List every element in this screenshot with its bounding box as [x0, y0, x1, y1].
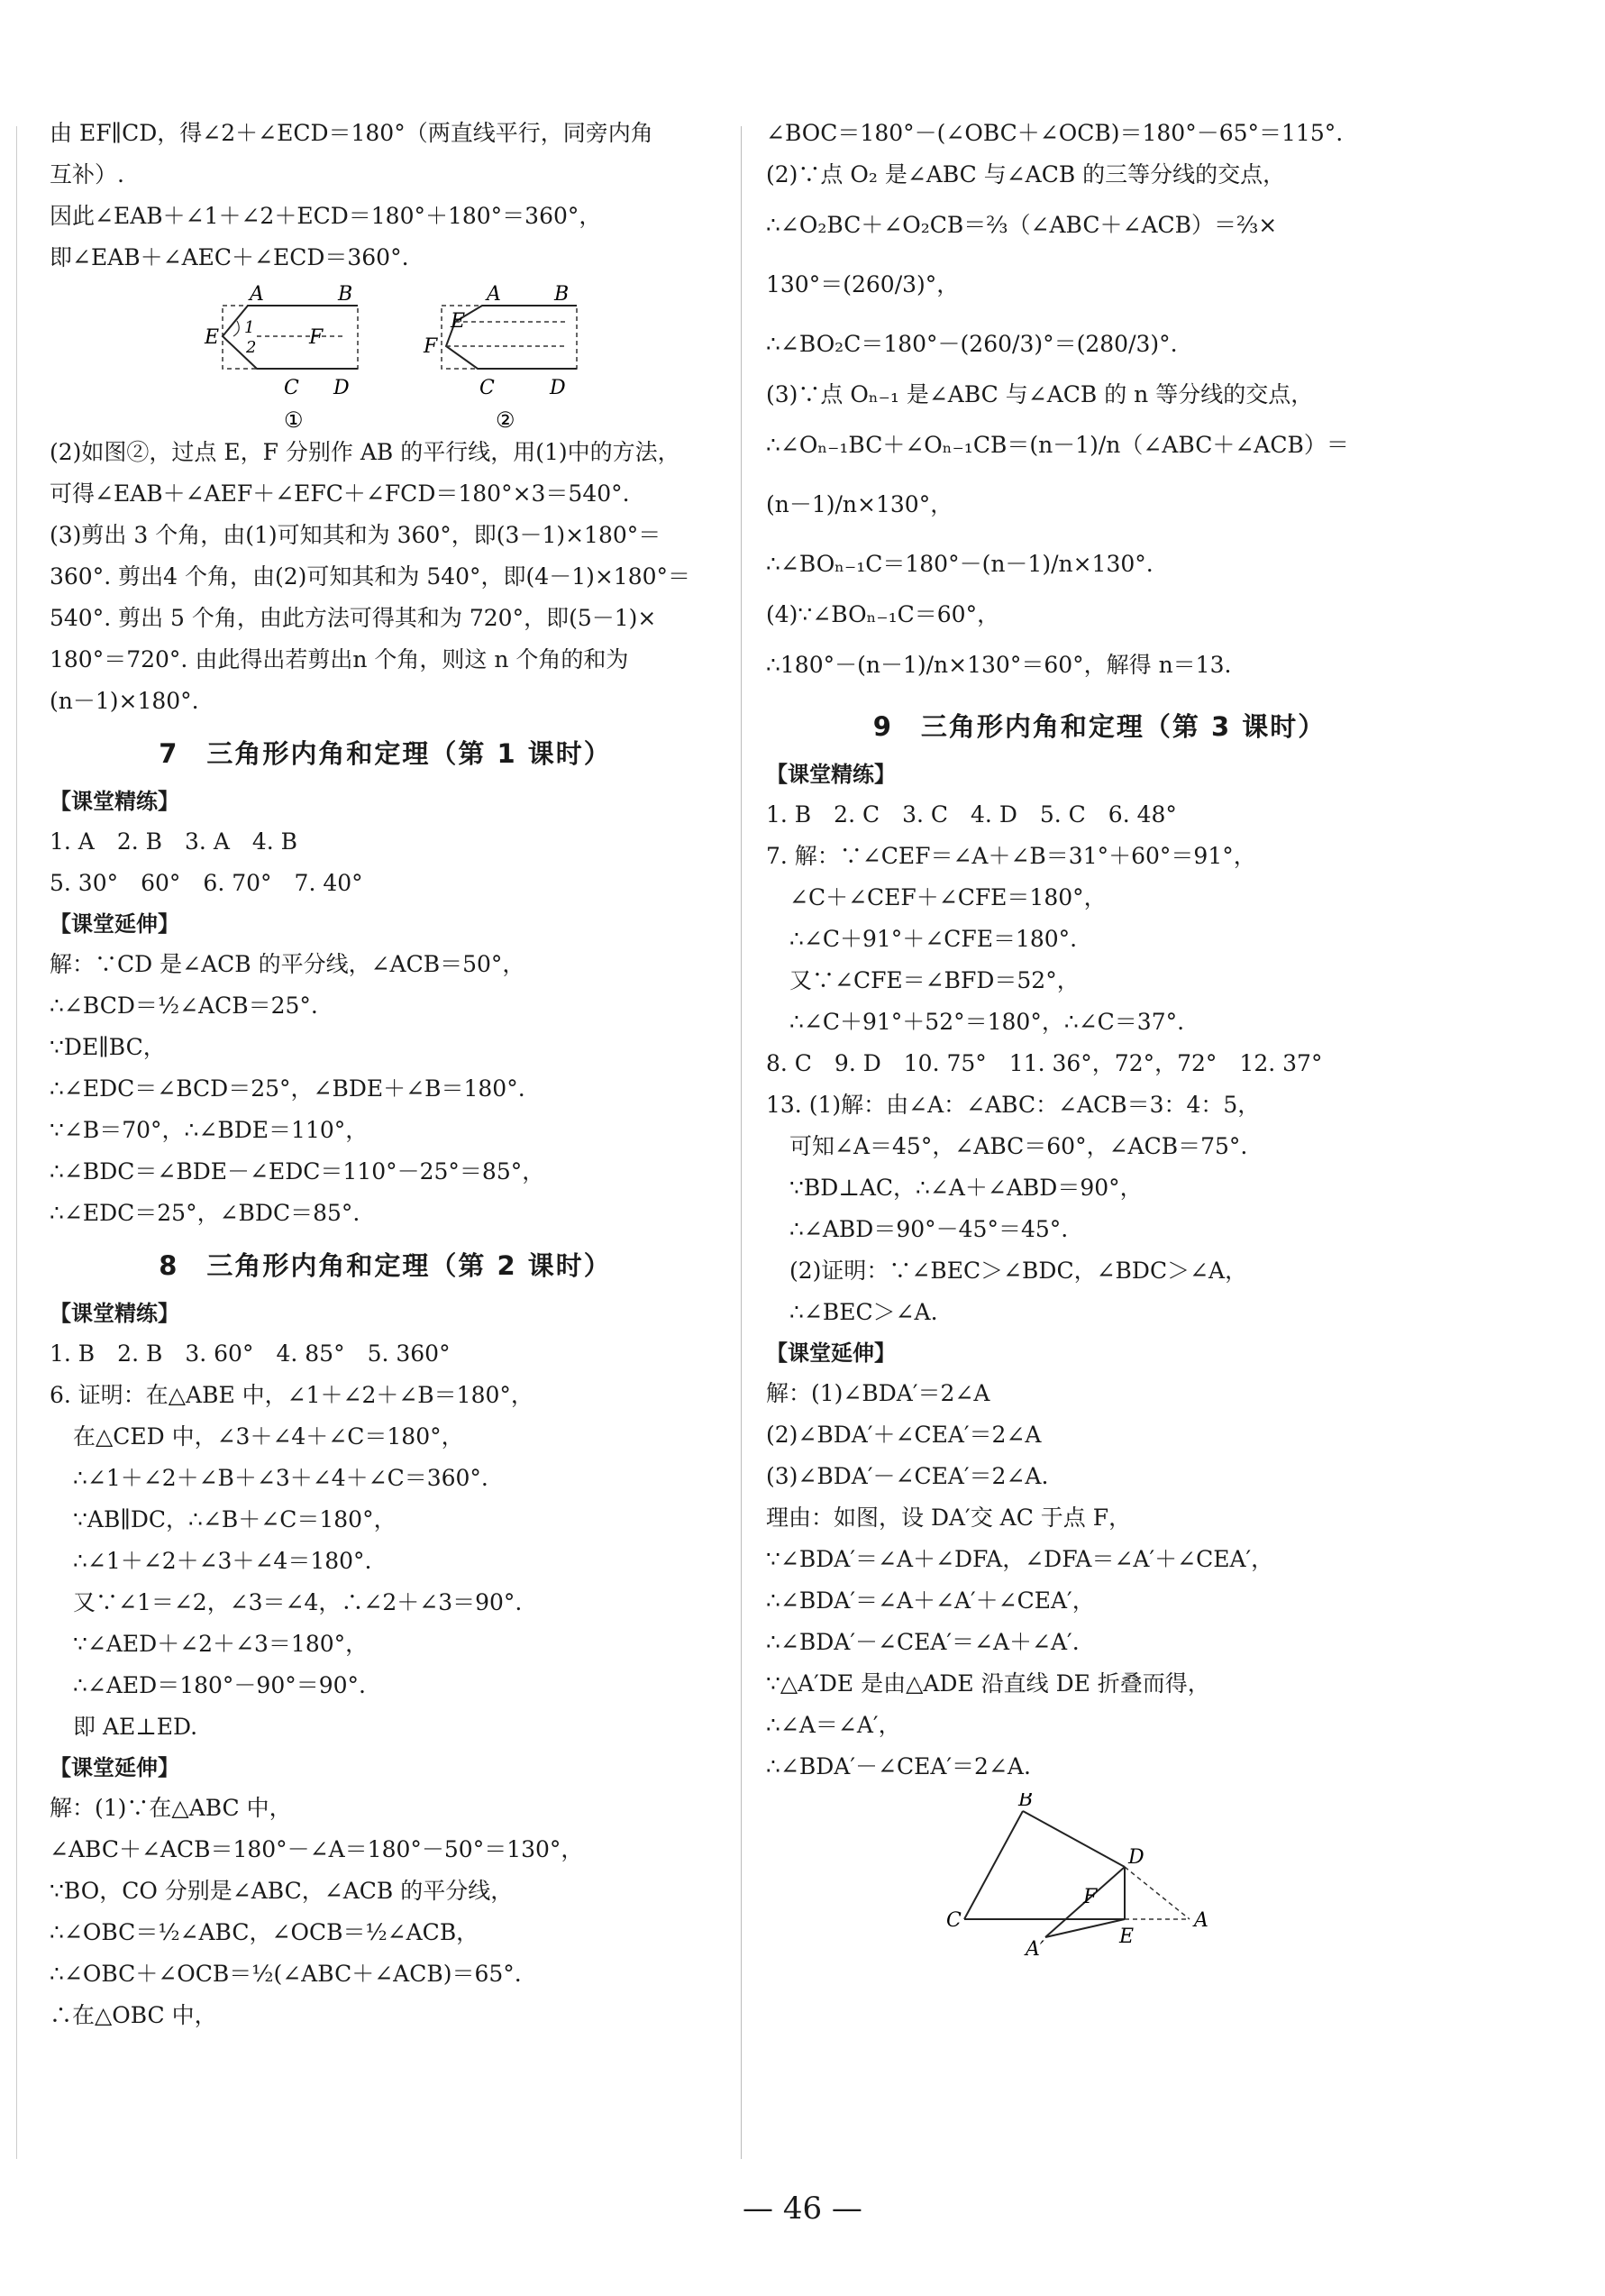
left-margin-rule [16, 126, 17, 2159]
text-line: (n－1)×180°. [50, 688, 199, 714]
figure-2 [415, 279, 586, 432]
fig3-label-e: E [1119, 1926, 1135, 1948]
fig1-label-f: F [309, 326, 324, 349]
solution-line: ∴∠BDC＝∠BDE－∠EDC＝110°－25°＝85°， [50, 1158, 545, 1185]
fig3-label-c: C [946, 1909, 962, 1932]
solution-line: ∴∠BCD＝½∠ACB＝25°. [50, 992, 318, 1019]
fig2-outline [446, 306, 577, 369]
section-8-tag-practice: 【课堂精练】 [50, 1301, 179, 1326]
fig1-label-1: 1 [244, 318, 255, 337]
text-line: 360°. 剪出4 个角，由(2)可知其和为 540°，即(4－1)×180°＝ [50, 563, 691, 590]
text-line: (2)如图②，过点 E，F 分别作 AB 的平行线，用(1)中的方法， [50, 439, 680, 465]
solution-line: ∵BO，CO 分别是∠ABC，∠ACB 的平分线， [50, 1878, 514, 1904]
proof-line: ∵AB∥DC，∴∠B＋∠C＝180°， [73, 1506, 397, 1532]
solution-line: 理由：如图，设 DA′交 AC 于点 F， [766, 1505, 1132, 1531]
text-line: ∴∠BO₂C＝180°－(260/3)°＝(280/3)°. [766, 331, 1178, 357]
answer-line: 13. (1)解：由∠A：∠ABC：∠ACB＝3：4：5， [766, 1092, 1261, 1118]
figures-row [50, 279, 721, 432]
fig2-label-d: D [550, 377, 566, 399]
fig3-label-a-prime: A′ [1026, 1938, 1044, 1961]
fig1-label-a: A [250, 283, 264, 306]
text-line: 130°＝(260/3)°， [766, 271, 960, 297]
solution-line: ∴∠BDA′－∠CEA′＝2∠A. [766, 1753, 1031, 1779]
solution-line: (2)∠BDA′＋∠CEA′＝2∠A [766, 1422, 1042, 1448]
solution-line: 解：(1)∠BDA′＝2∠A [766, 1380, 990, 1406]
section-8-tag-extend: 【课堂延伸】 [50, 1755, 179, 1780]
text-line: ∴∠O₂BC＋∠O₂CB＝⅔（∠ABC＋∠ACB）＝⅔× [766, 212, 1278, 238]
fig1-label-b: B [338, 283, 353, 306]
solution-line: ∴∠OBC＝½∠ABC，∠OCB＝½∠ACB， [50, 1919, 479, 1945]
answer-line: ∴∠ABD＝90°－45°＝45°. [789, 1216, 1069, 1242]
solution-line: ∴∠A＝∠A′， [766, 1712, 901, 1738]
solution-line: ∴∠EDC＝25°，∠BDC＝85°. [50, 1200, 360, 1226]
answer-line: ∠C＋∠CEF＋∠CFE＝180°， [789, 884, 1107, 910]
proof-line: 又∵∠1＝∠2，∠3＝∠4，∴∠2＋∠3＝90°. [73, 1589, 523, 1615]
fig2-label-c: C [479, 377, 495, 399]
solution-line: ∴∠BDA′＝∠A＋∠A′＋∠CEA′， [766, 1587, 1095, 1614]
text-line: ∴∠BOₙ₋₁C＝180°－(n－1)/n×130°. [766, 551, 1154, 577]
answer-line: (2)证明：∵∠BEC＞∠BDC，∠BDC＞∠A， [789, 1258, 1248, 1284]
solution-line: (3)∠BDA′－∠CEA′＝2∠A. [766, 1463, 1049, 1489]
answer-line: 又∵∠CFE＝∠BFD＝52°， [789, 967, 1080, 993]
text-line: 互补）. [50, 161, 124, 188]
text-line: (2)∵点 O₂ 是∠ABC 与∠ACB 的三等分线的交点， [766, 161, 1286, 188]
proof-line: 6. 证明：在△ABE 中，∠1＋∠2＋∠B＝180°， [50, 1382, 533, 1408]
answer-line: 1. B 2. C 3. C 4. D 5. C 6. 48° [766, 801, 1177, 828]
fig3-label-d: D [1128, 1846, 1144, 1869]
text-line: ∴∠Oₙ₋₁BC＋∠Oₙ₋₁CB＝(n－1)/n（∠ABC＋∠ACB）＝ [766, 432, 1349, 458]
proof-line: ∴∠1＋∠2＋∠B＋∠3＋∠4＋∠C＝360°. [73, 1465, 488, 1491]
solution-line: ∵DE∥BC， [50, 1034, 166, 1060]
solution-line: ∴∠OBC＋∠OCB＝½(∠ABC＋∠ACB)＝65°. [50, 1961, 522, 1987]
fig1-dashed-rect [223, 306, 358, 369]
text-line: (n－1)/n×130°， [766, 491, 953, 517]
fig3-label-b: B [1018, 1793, 1034, 1811]
fig1-label-e: E [205, 326, 220, 349]
text-line: ∴180°－(n－1)/n×130°＝60°，解得 n＝13. [766, 652, 1232, 678]
section-9-tag-practice: 【课堂精练】 [766, 762, 896, 787]
solution-line: ∵△A′DE 是由△ADE 沿直线 DE 折叠而得， [766, 1670, 1210, 1697]
text-line: ∠BOC＝180°－(∠OBC＋∠OCB)＝180°－65°＝115°. [766, 120, 1344, 146]
text-line: (3)剪出 3 个角，由(1)可知其和为 360°，即(3－1)×180°＝ [50, 522, 661, 548]
solution-line: ∴∠BDA′－∠CEA′＝∠A＋∠A′. [766, 1629, 1080, 1655]
solution-line: 解：(1)∵在△ABC 中， [50, 1795, 292, 1821]
answer-line: ∴∠C＋91°＋52°＝180°，∴∠C＝37°. [789, 1009, 1185, 1035]
fig3-line-bd [1023, 1811, 1125, 1867]
section-7-tag-practice: 【课堂精练】 [50, 789, 179, 814]
solution-line: 解：∵CD 是∠ACB 的平分线，∠ACB＝50°， [50, 951, 525, 977]
text-line: (4)∵∠BOₙ₋₁C＝60°， [766, 601, 1000, 627]
section-8-title: 8 三角形内角和定理（第 2 课时） [159, 1250, 612, 1281]
solution-line: ∴在△OBC 中， [50, 2002, 217, 2028]
fig2-label-a: A [487, 283, 501, 306]
text-line: 180°＝720°. 由此得出若剪出n 个角，则这 n 个角的和为 [50, 646, 629, 672]
text-line: 因此∠EAB＋∠1＋∠2＋ECD＝180°＋180°＝360°， [50, 203, 602, 229]
section-9-title: 9 三角形内角和定理（第 3 课时） [872, 711, 1327, 742]
answer-line: 1. A 2. B 3. A 4. B [50, 828, 298, 855]
right-column [766, 113, 1433, 1968]
fig1-label-2: 2 [246, 338, 257, 357]
answer-line: ∴∠C＋91°＋∠CFE＝180°. [789, 926, 1078, 952]
fig3-line-bc [964, 1811, 1023, 1919]
proof-line: 即 AE⊥ED. [73, 1714, 198, 1740]
answer-line: 8. C 9. D 10. 75° 11. 36°，72°，72° 12. 37° [766, 1050, 1323, 1076]
figure-1 [203, 279, 374, 432]
proof-line: ∵∠AED＋∠2＋∠3＝180°， [73, 1631, 369, 1657]
text-line: 即∠EAB＋∠AEC＋∠ECD＝360°. [50, 244, 409, 270]
fig1-caption: ① [284, 407, 304, 432]
left-column [50, 113, 721, 2036]
column-divider [741, 126, 742, 2159]
text-line: (3)∵点 Oₙ₋₁ 是∠ABC 与∠ACB 的 n 等分线的交点， [766, 381, 1314, 407]
fig2-label-f: F [424, 335, 438, 358]
fig1-outline [223, 306, 358, 369]
answer-line: 1. B 2. B 3. 60° 4. 85° 5. 360° [50, 1340, 451, 1367]
answer-line: ∵BD⊥AC，∴∠A＋∠ABD＝90°， [789, 1175, 1143, 1201]
figure-3 [946, 1793, 1235, 1964]
solution-line: ∴∠EDC＝∠BCD＝25°，∠BDE＋∠B＝180°. [50, 1075, 525, 1102]
answer-line: ∴∠BEC＞∠A. [789, 1299, 938, 1325]
solution-line: ∠ABC＋∠ACB＝180°－∠A＝180°－50°＝130°， [50, 1836, 584, 1862]
fig3-label-f: F [1083, 1886, 1098, 1908]
proof-line: ∴∠1＋∠2＋∠3＋∠4＝180°. [73, 1548, 372, 1574]
fig3-label-a: A [1194, 1909, 1208, 1932]
section-9-tag-extend: 【课堂延伸】 [766, 1340, 896, 1366]
answer-line: 5. 30° 60° 6. 70° 7. 40° [50, 870, 363, 896]
text-line: 可得∠EAB＋∠AEF＋∠EFC＋∠FCD＝180°×3＝540°. [50, 480, 630, 507]
fig3-line-da [1125, 1867, 1190, 1919]
page-number: — 46 — [743, 2191, 862, 2227]
fig1-label-d: D [333, 377, 350, 399]
fig2-label-e: E [451, 310, 466, 333]
proof-line: ∴∠AED＝180°－90°＝90°. [73, 1672, 366, 1698]
section-7-tag-extend: 【课堂延伸】 [50, 911, 179, 937]
solution-line: ∵∠B＝70°，∴∠BDE＝110°， [50, 1117, 369, 1143]
answer-line: 可知∠A＝45°，∠ABC＝60°，∠ACB＝75°. [789, 1133, 1248, 1159]
fig2-caption: ② [496, 407, 515, 432]
fig1-label-c: C [284, 377, 299, 399]
answer-line: 7. 解：∵∠CEF＝∠A＋∠B＝31°＋60°＝91°， [766, 843, 1256, 869]
text-line: 540°. 剪出 5 个角，由此方法可得其和为 720°，即(5－1)× [50, 605, 657, 631]
section-7-title: 7 三角形内角和定理（第 1 课时） [159, 738, 612, 769]
fig2-label-b: B [554, 283, 570, 306]
fig3-line-ea-prime [1045, 1919, 1125, 1937]
proof-line: 在△CED 中，∠3＋∠4＋∠C＝180°， [73, 1423, 464, 1450]
text-line: 由 EF∥CD，得∠2＋∠ECD＝180°（两直线平行，同旁内角 [50, 120, 653, 146]
solution-line: ∵∠BDA′＝∠A＋∠DFA，∠DFA＝∠A′＋∠CEA′， [766, 1546, 1274, 1572]
